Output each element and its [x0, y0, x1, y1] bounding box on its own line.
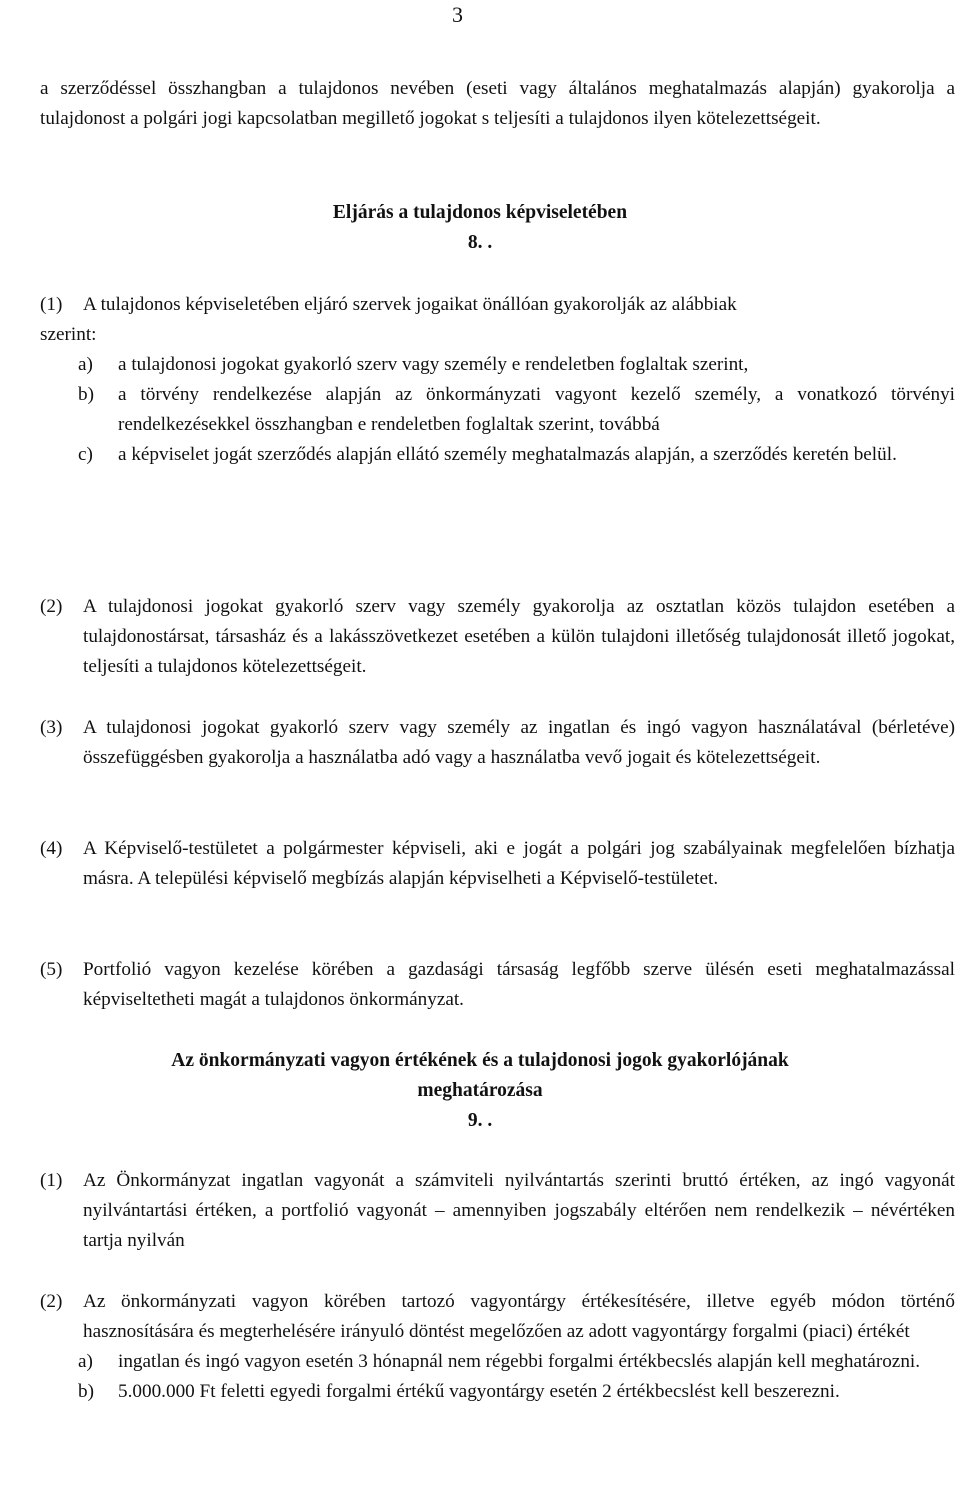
section-9-number: 9. .: [467, 1110, 493, 1131]
paragraph-text: Az önkormányzati vagyon körében tartozó vagyontárgy értékesítésére, illetve egyéb módon történő hasznosítására és megterhelésére irányuló döntést megelőzően az adott vagyontárgy forgalmi (piaci) értékét: [83, 1291, 955, 1342]
list-item: [78, 440, 955, 470]
item-label: a): [78, 354, 93, 375]
paragraph-number: (2): [40, 596, 63, 617]
list-item: [78, 1377, 955, 1407]
section-8-paragraph-4: [40, 834, 955, 894]
paragraph-text: Portfolió vagyon kezelése körében a gazdasági társaság legfőbb szerve ülésén eseti meghatalmazással képviseltetheti magát a tulajdonos önkormányzat.: [83, 959, 955, 1010]
item-text: a törvény rendelkezése alapján az önkormányzati vagyont kezelő személy, a vonatkozó törvényi rendelkezésekkel összhangban e rendeletben foglaltak szerint, továbbá: [118, 384, 955, 435]
item-label: b): [78, 384, 94, 405]
section-8-title: Eljárás a tulajdonos képviseletében: [332, 202, 628, 223]
item-label: c): [78, 444, 93, 465]
item-label: a): [78, 1351, 93, 1372]
list-item: [78, 1347, 955, 1377]
section-9-paragraph-1: [40, 1166, 955, 1256]
section-8-number: 8. .: [467, 232, 493, 253]
paragraph-number: (2): [40, 1291, 63, 1312]
paragraph-number: (3): [40, 717, 63, 738]
paragraph-lead-continued: szerint:: [40, 324, 97, 345]
section-8-paragraph-1: [40, 290, 955, 470]
section-8-paragraph-3: [40, 713, 955, 773]
section-9-paragraph-2: [40, 1287, 955, 1407]
section-8-paragraph-2: [40, 592, 955, 682]
intro-paragraph: a szerződéssel összhangban a tulajdonos nevében (eseti vagy általános meghatalmazás alapján) gyakorolja a tulajdonost a polgári jogi kapcsolatban megillető jogokat s teljesíti a tulajdonos ilyen kötelezettségeit.: [40, 78, 955, 129]
item-text: a képviselet jogát szerződés alapján ellátó személy meghatalmazás alapján, a szerződés keretén belül.: [118, 444, 897, 465]
paragraph-number: (1): [40, 294, 63, 315]
paragraph-text: Az Önkormányzat ingatlan vagyonát a számviteli nyilvántartás szerinti bruttó értéken, az ingó vagyonát nyilvántartási értéken, a portfolió vagyonát – amennyiben jogszabály eltérően nem rendelkezik – névértéken tartja nyilván: [83, 1170, 955, 1251]
item-label: b): [78, 1381, 94, 1402]
page-number: 3: [452, 2, 463, 27]
section-9-title-line-2: meghatározása: [417, 1080, 543, 1101]
paragraph-lead: A tulajdonos képviseletében eljáró szervek jogaikat önállóan gyakorolják az alábbiak: [83, 294, 737, 315]
paragraph-number: (4): [40, 838, 63, 859]
item-text: 5.000.000 Ft feletti egyedi forgalmi értékű vagyontárgy esetén 2 értékbecslést kell beszerezni.: [118, 1381, 840, 1402]
item-list: [78, 1347, 955, 1407]
item-text: ingatlan és ingó vagyon esetén 3 hónapnál nem régebbi forgalmi értékbecslés alapján kell meghatározni.: [118, 1351, 921, 1372]
paragraph-number: (5): [40, 959, 63, 980]
item-list: [78, 350, 955, 470]
paragraph-text: A Képviselő-testületet a polgármester képviseli, aki e jogát a polgári jog szabályainak megfelelően bízhatja másra. A települési képviselő megbízás alapján képviselheti a Képviselő-testületet.: [83, 838, 955, 889]
section-8-paragraph-5: [40, 955, 955, 1015]
item-text: a tulajdonosi jogokat gyakorló szerv vagy személy e rendeletben foglaltak szerint,: [118, 354, 749, 375]
paragraph-number: (1): [40, 1170, 63, 1191]
section-9-title: Az önkormányzati vagyon értékének és a tulajdonosi jogok gyakorlójának: [171, 1050, 789, 1071]
list-item: [78, 380, 955, 440]
paragraph-text: A tulajdonosi jogokat gyakorló szerv vagy személy gyakorolja az osztatlan közös tulajdon esetében a tulajdonostársat, társasház és a lakásszövetkezet esetében a külön tulajdoni illetőség tulajdonosát illető jogokat, teljesíti a tulajdonos kötelezettségeit.: [83, 596, 955, 677]
list-item: [78, 350, 955, 380]
paragraph-text: A tulajdonosi jogokat gyakorló szerv vagy személy az ingatlan és ingó vagyon használatával (bérletéve) összefüggésben gyakorolja a használatba adó vagy a használatba vevő jogait és kötelezettségeit.: [83, 717, 955, 768]
